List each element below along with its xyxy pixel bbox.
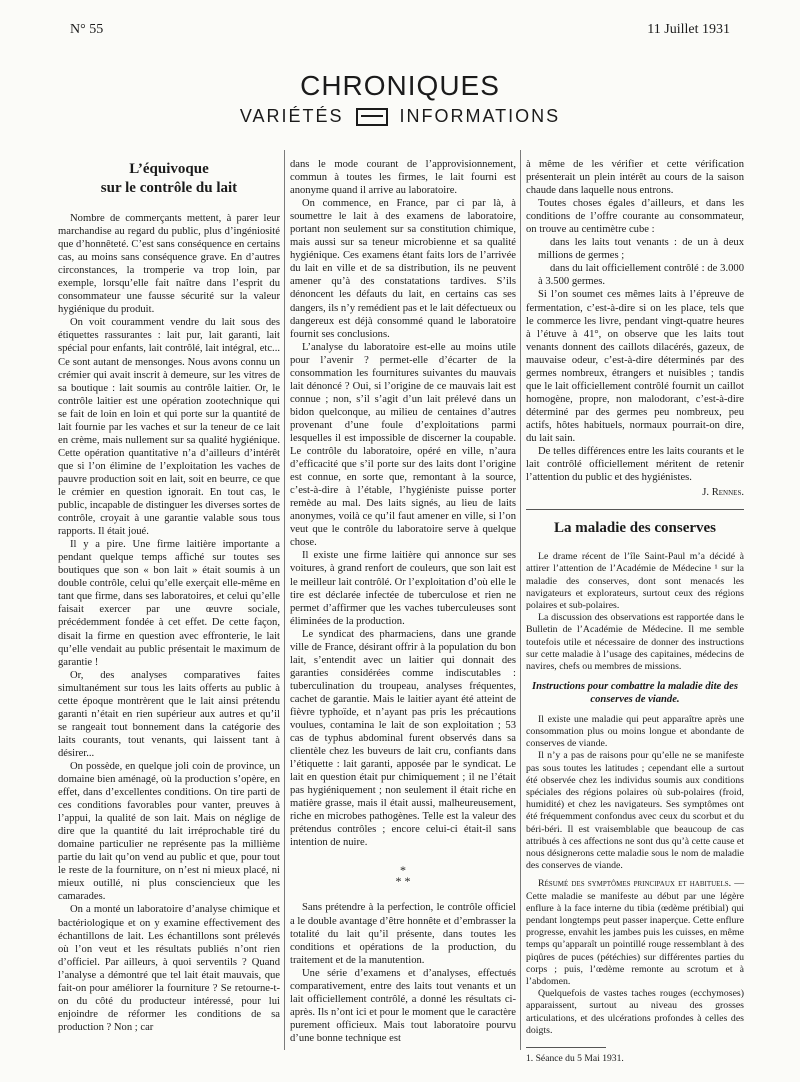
column-2 [290,158,516,1045]
column-rule [520,150,521,1050]
paragraph: Il y a pire. Une firme laitière importante a pendant quelque temps affiché sur toutes ses boutiques que son « bon lait » était soumis à un double contrôle, celui qu’elle exerçait elle-même en tant que firme, dans ses laboratoires, et celui qu’elle faisait exercer par une œuvre sociale, précédemment fondée à cet effet. De cette façon, disait la firme en question avec effronterie, le lait qu’elle vendait au public présentait le maximum de garantie ! [58,539,280,668]
paragraph: Or, des analyses comparatives faites simultanément sur tous les laits offerts au public à cette époque montrèrent que le lait ainsi prétendu garanti n’était en rien supérieur aux autres et qu’il se rangeait tout bonnement dans la catégorie des laits courants, tout venants, qui laissent tant à désirer... [58,669,280,759]
paragraph: La discussion des observations est rapportée dans le Bulletin de l’Académie de Médecine. Il me semble toutefois utile et nécessaire de donner des instructions sur cette maladie à l’usage des capitaines, médecins de navires, chefs ou membres de missions. [526,612,744,673]
masthead [0,72,800,127]
paragraph: Il n’y a pas de raisons pour qu’elle ne se manifeste pas sous toutes les latitudes ; cependant elle a surtout été observée chez les individus soumis aux conditions spéciales des régions polaires où sub-polaires (froid, humidité) et chez les navigateurs. Ses symptômes ont été fréquemment confondus avec ceux du scorbut et du béri-béri. Il est vraisemblable que beaucoup de cas attribués à ces affections ne sont dus qu’à cette cause et nous désignerons cette maladie sous le nom de maladie des conserves de viande. [526,750,744,872]
masthead-left: VARIÉTÉS [239,106,344,126]
paragraph: Si l’on soumet ces mêmes laits à l’épreuve de fermentation, c’est-à-dire si on les place, tels que le commerce les livre, pendant vingt-quatre heures à l’étuve à 41°, on observe que les laits tout venants donnent des caillots dilacérés, gazeux, de mauvaise odeur, c’est-à-dire déterminés par des germes nombreux, étrangers et nuisibles ; tandis que le lait officiellement contrôlé fournit un caillot homogène, propre, non malodorant, c’est-à-dire déterminé par des germes peu nombreux, peu actifs, hôtes habituels, normaux pourrait-on dire, du lait sain. [526,289,744,444]
divider [526,509,744,510]
paragraph: dans les laits tout venants : de un à deux millions de germes ; [538,237,744,262]
paragraph: à même de les vérifier et cette vérification présenterait un plein intérêt au cours de la saison chaude dans laquelle nous entrons. [526,159,744,197]
issue-date: 11 Juillet 1931 [647,22,730,37]
paragraph: Nombre de commerçants mettent, à parer leur marchandise au regard du public, plus d’ingéniosité que d’honnêteté. C’est sans conséquence en certains cas, au moins sans conséquence grave. En d’autres circonstances, la tromperie va trop loin, par exemple, lorsqu’elle fait naître dans l’esprit du consommateur une fausse sécurité sur la valeur hygiénique du produit. [58,213,280,316]
column-3 [526,158,744,1065]
paragraph: Il existe une firme laitière qui annonce sur ses voitures, à grand renfort de couleurs, que son lait est le meilleur lait contrôlé. Or l’exploitation d’où elle le tire est déclarée infectée de tuberculose et rien ne permet d’affirmer que les vaches tuberculeuses sont éliminées de la production. [290,550,516,627]
paragraph: On voit couramment vendre du lait sous des étiquettes rassurantes : lait pur, lait garanti, lait spécial pour enfants, lait contrôlé, lait intégral, etc... Ce sont autant de mensonges. Nous avons connu un crémier qui avait inscrit à demeure, sur les vitres de sa boutique : lait soumis au contrôle laitier. Or, le contrôle laitier est une opération zootechnique qui se fait de loin en loin et qui porte sur la quantité de lait fournie par les vaches et sur la teneur de ce lait en crème, mais nullement sur sa qualité hygiénique. Cette opération quantitative n’a d’ailleurs d’intérêt que si l’on élimine de l’exploitation les vaches de pauvre production soit en lait, soit en beurre, ce que le crémier en question ignorait. En tout cas, le public, incapable de distinguer les diverses sortes de contrôle, croyait à une garantie valable sous tous rapports. Il était joué. [58,317,280,538]
signature: J. Rennes. [702,487,744,499]
paragraph: On possède, en quelque joli coin de province, un domaine bien aménagé, où la production s’opère, en effet, dans d’excellentes conditions. On tire parti de ces conditions favorables pour vanter, preuves à l’appui, la qualité de son lait. Mais on néglige de dire que la quantité du lait irréprochable tiré du domaine particulier ne représente pas la millième partie du lait qu’on vend au public et que, pour tout le reste de la fourniture, on n’est ni mieux placé, ni mieux outillé, ni plus consciencieux que les camarades. [58,760,280,903]
paragraph: L’analyse du laboratoire est-elle au moins utile pour l’avenir ? permet-elle d’écarter de la consommation les fournitures suivantes du mauvais lait dénoncé ? Oui, si l’origine de ce mauvais lait est connue ; non, s’il s’agit d’un lait prélevé dans un bidon quelconque, au milieu de centaines d’autres provenant d’une foule d’exploitations parmi lesquelles il est impossible de discerner la coupable. Le contrôle du laboratoire, opéré en ville, n’aura d’efficacité que s’il porte sur des laits dont l’origine est connue, en sorte que, remontant à la source, c’est-à-dire à l’étable, l’hygiéniste puisse porter remède au mal. Des laits signés, au lieu de laits anonymes, voilà ce qu’il faut amener en ville, si l’on veut que le contrôle du laboratoire serve à quelque chose. [290,341,516,549]
section-subtitle: Instructions pour combattre la maladie dite des conserves de viande. [531,681,738,705]
paragraph: Sans prétendre à la perfection, le contrôle officiel a le double avantage d’être honnête et d’embrasser la totalité du lait qu’il présente, dans toutes les conditions et opérations de la production, du traitement et de la manutention. [290,902,516,966]
paragraph: Quelquefois de vastes taches rouges (ecchymoses) apparaissent, surtout au niveau des grosses articulations, et des ulcérations profondes à celles des doigts. [526,988,744,1036]
column-1 [58,158,280,1034]
paragraph [526,878,744,988]
article-title: La maladie des conserves [553,520,717,537]
ornament-icon [356,108,388,126]
paragraph: dans du lait officiellement contrôlé : de 3.000 à 3.500 germes. [538,263,744,288]
paragraph: dans le mode courant de l’approvisionnement, commun à toutes les firmes, le lait fourni est anonyme quand il arrive au laboratoire. [290,159,516,197]
masthead-subtitle [0,106,800,127]
footnote: 1. Séance du 5 Mai 1931. [526,1052,624,1064]
paragraph: On commence, en France, par ci par là, à soumettre le lait à des examens de laboratoire, portant non seulement sur sa constitution chimique, mais aussi sur sa teneur microbienne et sa qualité hygiénique. Ces examens étant faits lors de l’arrivée du lait en ville et de sa distribution, ils ne peuvent amener qu’à des constatations tardives. S’ils dénoncent les défauts du lait, en certains cas ses dangers, ils n’y remédient pas et le lait défectueux ou dangereux est déjà consommé quand le laboratoire fournit ses conclusions. [290,198,516,340]
masthead-right: INFORMATIONS [399,106,561,126]
issue-number: N° 55 [70,22,104,37]
paragraph: On a monté un laboratoire d’analyse chimique et bactériologique et on y examine effectivement des échantillons de lait. Les échantillons sont prélevés où l’on veut et les résultats publiés n’ont rien d’officiel. Par ailleurs, à quoi serventils ? Quand l’analyse a démontré que tel lait était mauvais, que fait-on pour améliorer la fourniture ? Se retourne-t-on du côté du producteur intéressé, pour lui enjoindre de réformer les conditions de sa production ? Non ; car [58,904,280,1033]
paragraph: Le syndicat des pharmaciens, dans une grande ville de France, désirant offrir à la population du bon lait, s’entendit avec un laitier qui donnait des garanties considérées comme indiscutables : tuberculination du troupeau, analyses fréquentes, cachet de garantie. Mais le laitier ayant été atteint de fièvre typhoïde, et n’ayant pas pris les précautions voulues, contamina le lait de son exploitation ; 53 cas de typhus abdominal furent observés dans sa clientèle chez les buveurs de lait cru, confiants dans l’étiquette : lait garanti, apposée par le syndicat. Le lait en question était pur chimiquement ; il ne l’était pas hygiéniquement ; non seulement il était riche en matière grasse, mais il était aussi, malheureusement, riche en microbes pathogènes. Telle est la valeur des prétendus contrôles ; encore celui-ci était-il sans intention de nuire. [290,628,516,849]
masthead-title: CHRONIQUES [300,70,500,101]
symptoms-text: — Cette maladie se manifeste au début par une légère enflure à la face interne du tibia (œdème prétibial) qui pendant longtemps peut passer inaperçue. Cette enflure progresse, envahit les jambes puis les cuisses, en même temps qu’apparaît un pointillé rouge ressemblant à des piqûres de puces (pétéchies) sur différentes parties du corps ; puis, l’œdème remonte au scrotum et à l’abdomen. [526,878,744,987]
article-title: L’équivoque sur le contrôle du lait [100,161,238,196]
paragraph: Toutes choses égales d’ailleurs, et dans les conditions de l’offre courante au consommateur, on trouve au centimètre cube : [526,198,744,236]
column-rule [284,150,285,1050]
section-separator: * * * [395,863,411,889]
paragraph: De telles différences entre les laits courants et le lait contrôlé officiellement méritent de retenir l’attention du public et des hygiénistes. [526,446,744,484]
symptoms-heading: Résumé des symptômes principaux et habituels. [538,878,732,890]
page-header [0,18,800,40]
footnote-rule [526,1047,606,1048]
paragraph: Le drame récent de l’île Saint-Paul m’a décidé à attirer l’attention de l’Académie de Médecine ¹ sur la maladie des conserves, dont sont menacés les navigateurs et explorateurs, surtout ceux des régions polaires et sub-polaires. [526,551,744,612]
paragraph: Une série d’examens et d’analyses, effectués comparativement, entre des laits tout venants et un lait officiellement contrôlé, a donné les résultats ci-après. Ils n’ont ici et pour le moment que le caractère purement officieux. Mais tout laboratoire pourvu d’une bonne technique est [290,967,516,1044]
paragraph: Il existe une maladie qui peut apparaître après une consommation plus ou moins longue et abondante de conserves de viande. [526,713,744,750]
